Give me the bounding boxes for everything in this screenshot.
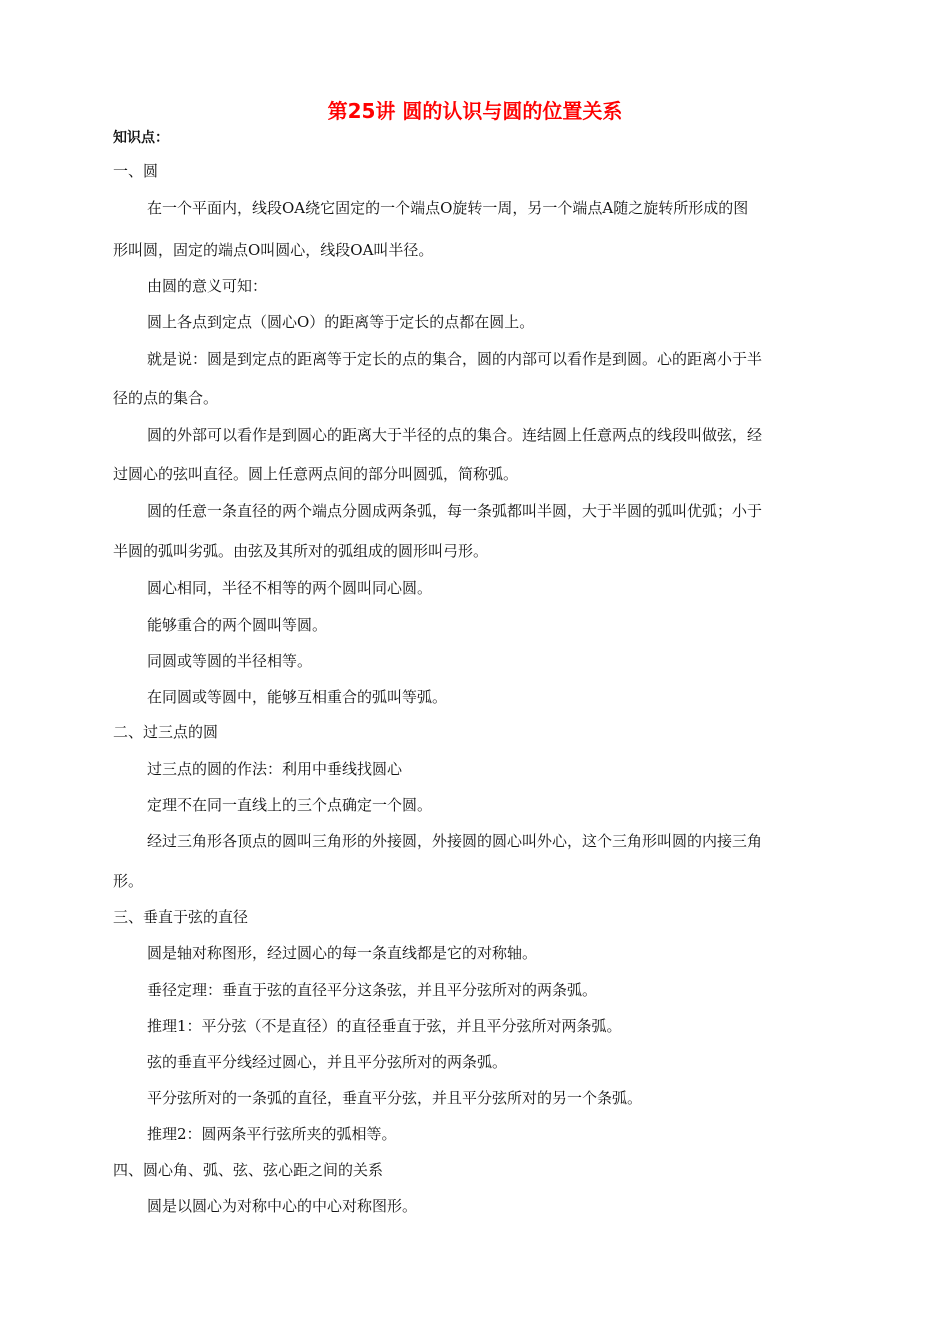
paragraph-line: 推理1：平分弦（不是直径）的直径垂直于弦，并且平分弦所对两条弧。 — [147, 1017, 622, 1035]
paragraph-line: 圆是以圆心为对称中心的中心对称图形。 — [147, 1197, 418, 1215]
paragraph-line: 圆上各点到定点（圆心O）的距离等于定长的点都在圆上。 — [147, 313, 535, 331]
paragraph-line: 圆是轴对称图形，经过圆心的每一条直线都是它的对称轴。 — [147, 944, 538, 962]
paragraph-line: 弦的垂直平分线经过圆心，并且平分弦所对的两条弧。 — [147, 1053, 508, 1071]
knowledge-points-label: 知识点： — [113, 130, 169, 146]
section-heading-circle: 一、圆 — [113, 162, 159, 180]
paragraph-line: 圆心相同，半径不相等的两个圆叫同心圆。 — [147, 579, 433, 597]
paragraph-line: 圆的任意一条直径的两个端点分圆成两条弧，每一条弧都叫半圆，大于半圆的弧叫优弧；小于 — [147, 502, 763, 520]
paragraph-line: 形。 — [113, 872, 144, 890]
paragraph-line: 过三点的圆的作法：利用中垂线找圆心 — [147, 760, 403, 778]
paragraph-line: 定理不在同一直线上的三个点确定一个圆。 — [147, 796, 433, 814]
paragraph-line: 经过三角形各顶点的圆叫三角形的外接圆，外接圆的圆心叫外心，这个三角形叫圆的内接三角 — [147, 832, 763, 850]
section-heading-central-angle: 四、圆心角、弧、弦、弦心距之间的关系 — [113, 1161, 384, 1179]
paragraph-line: 就是说：圆是到定点的距离等于定长的点的集合，圆的内部可以看作是到圆。心的距离小于半 — [147, 350, 763, 368]
paragraph-line: 圆的外部可以看作是到圆心的距离大于半径的点的集合。连结圆上任意两点的线段叫做弦，经 — [147, 426, 763, 444]
section-heading-perpendicular-diameter: 三、垂直于弦的直径 — [113, 908, 249, 926]
paragraph-line: 形叫圆，固定的端点O叫圆心，线段OA叫半径。 — [113, 241, 434, 259]
paragraph-line: 半圆的弧叫劣弧。由弦及其所对的弧组成的圆形叫弓形。 — [113, 542, 489, 560]
paragraph-line: 在一个平面内，线段OA绕它固定的一个端点O旋转一周，另一个端点A随之旋转所形成的图 — [147, 199, 749, 217]
paragraph-line: 垂径定理：垂直于弦的直径平分这条弦，并且平分弦所对的两条弧。 — [147, 981, 598, 999]
paragraph-line: 过圆心的弦叫直径。圆上任意两点间的部分叫圆弧，简称弧。 — [113, 465, 519, 483]
paragraph-line: 同圆或等圆的半径相等。 — [147, 652, 313, 670]
section-heading-three-points: 二、过三点的圆 — [113, 723, 219, 741]
paragraph-line: 推理2：圆两条平行弦所夹的弧相等。 — [147, 1125, 397, 1143]
paragraph-line: 在同圆或等圆中，能够互相重合的弧叫等弧。 — [147, 688, 448, 706]
paragraph-line: 径的点的集合。 — [113, 389, 219, 407]
document-title: 第25讲 圆的认识与圆的位置关系 — [327, 99, 623, 123]
paragraph-line: 由圆的意义可知： — [147, 277, 268, 295]
paragraph-line: 平分弦所对的一条弧的直径，垂直平分弦，并且平分弦所对的另一个条弧。 — [147, 1089, 643, 1107]
paragraph-line: 能够重合的两个圆叫等圆。 — [147, 616, 328, 634]
